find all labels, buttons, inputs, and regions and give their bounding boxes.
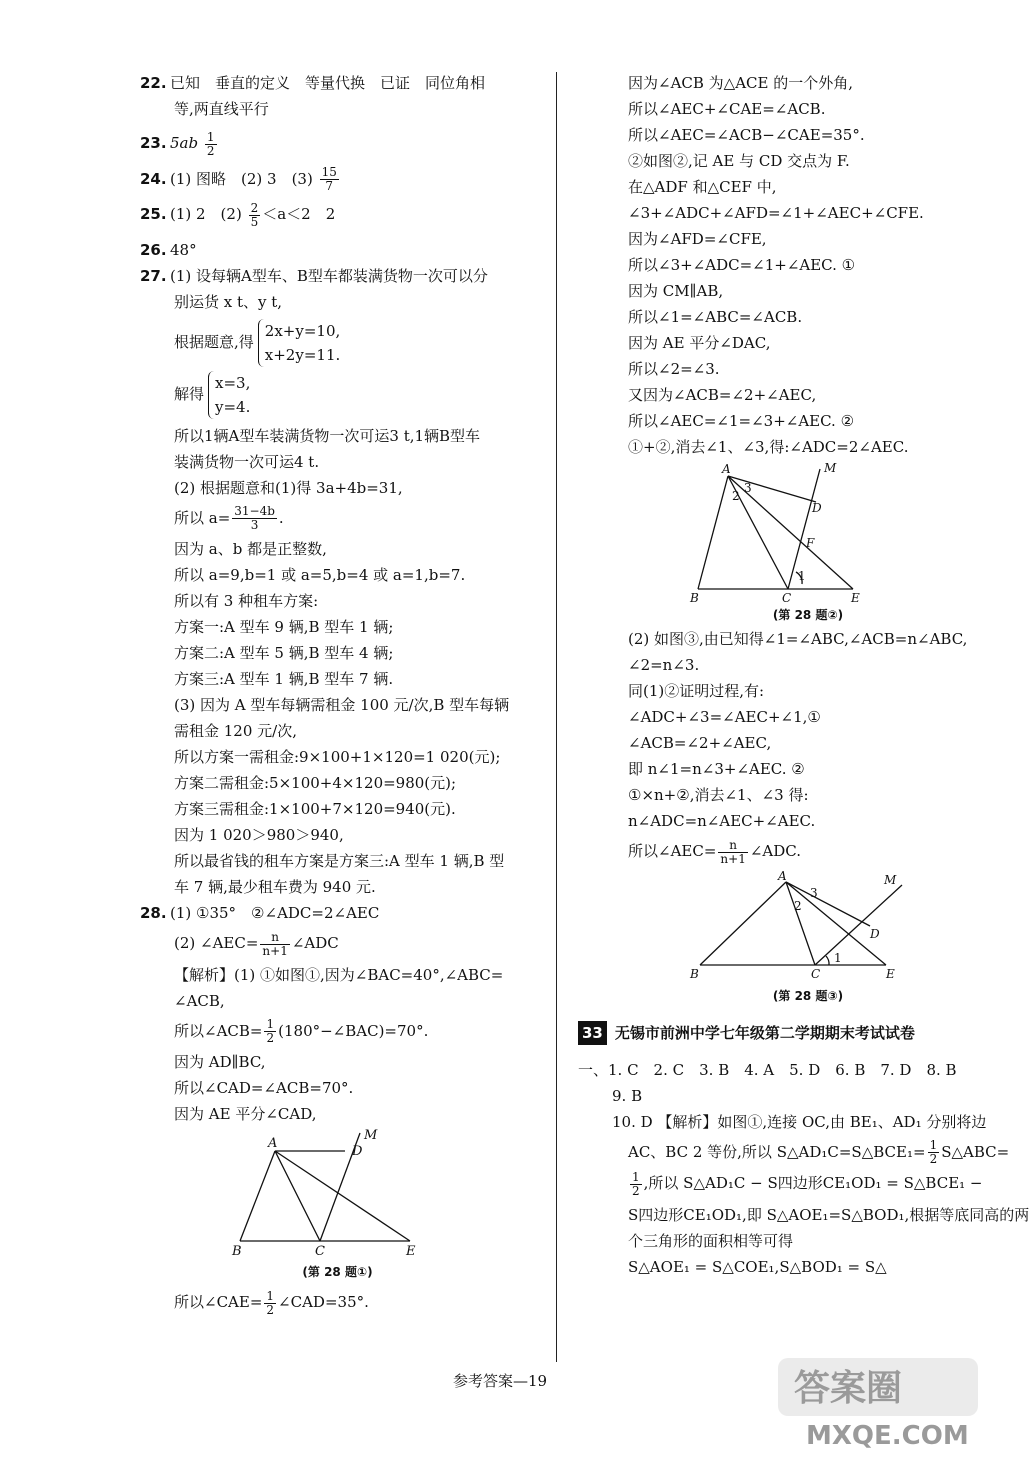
q28-p3: 所以∠ACB= $\frac{1}{2}$ (180°−∠BAC)=70°. [174,1017,429,1045]
q28-p4: 因为 AD∥BC, [174,1053,266,1071]
watermark-brand: 答案圈 [794,1368,903,1409]
proof-line: 在△ADF 和△CEF 中, [628,178,777,196]
figure-28-2-caption: (第 28 题②) [772,608,844,622]
q27-rest: 方案二需租金:5×100+4×120=980(元); [174,774,457,792]
angle-2: 2 [794,898,802,913]
proof-line: ∠3+∠ADC+∠AFD=∠1+∠AEC+∠CFE. [628,204,924,222]
left-column [140,70,535,1323]
proof-line: ①+②,消去∠1、∠3,得:∠ADC=2∠AEC. [628,438,909,456]
proof-line: 所以∠2=∠3. [628,360,720,378]
watermark-logo [776,1352,996,1456]
label-E: E [406,1244,416,1259]
q10-l6: S△AOE₁ = S△COE₁,S△BOD₁ = S△ [628,1257,887,1276]
proof-line: (2) 如图③,由已知得∠1=∠ABC,∠ACB=n∠ABC, [628,630,968,648]
q28-p2: ∠ACB, [174,991,225,1010]
proof-line: ①×n+②,消去∠1、∠3 得: [628,786,809,804]
proof-conclusion: 所以∠AEC= $\frac{n}{n+1}$ ∠ADC. [628,837,801,866]
label-M: M [364,1128,378,1143]
q27-rest: 方案二:A 型车 5 辆,B 型车 4 辆; [174,644,394,662]
label-C: C [811,966,821,981]
label-M: M [884,872,897,887]
label-E: E [886,966,895,981]
q27-rest: 方案三需租金:1×100+7×120=940(元). [174,800,456,818]
q27-rest: 所以最省钱的租车方案是方案三:A 型车 1 辆,B 型 [174,852,505,870]
label-B: B [232,1244,242,1259]
q27-rest: 方案三:A 型车 1 辆,B 型车 7 辆. [174,670,394,688]
label-A: A [268,1136,278,1151]
q10-l4: S四边形CE₁OD₁,即 S△AOE₁=S△BOD₁,根据等底同高的两 [628,1205,1029,1224]
q10-l2: AC、BC 2 等份,所以 S△AD₁C=S△BCE₁= $\frac{1}{2}$ S△ABC= [628,1138,1010,1166]
q28-p5: 所以∠CAD=∠ACB=70°. [174,1079,354,1097]
proof-line: 同(1)②证明过程,有: [628,682,765,700]
q28-p7: 所以∠CAE= $\frac{1}{2}$ ∠CAD=35°. [174,1288,369,1317]
q27-l2: 别运货 x t、y t, [174,292,283,311]
proof-line: 又因为∠ACB=∠2+∠AEC, [628,386,817,404]
column-divider [556,72,557,1362]
q27-l5: (2) 根据题意和(1)得 3a+4b=31, [174,478,403,497]
proof-line: 所以∠AEC+∠CAE=∠ACB. [628,100,826,118]
q23-frac: $\frac{1}{2}$ [206,129,215,158]
q22: 22. 已知 垂直的定义 等量代换 已证 同位角相 [140,74,486,92]
label-A: A [722,462,731,476]
proof-line: 因为 CM∥AB, [628,282,724,300]
q27-rest: (3) 因为 A 型车每辆需租金 100 元/次,B 型车每辆 [174,696,510,714]
q27-l3: 所以1辆A型车装满货物一次可运3 t,1辆B型车 [174,426,481,445]
q27-system2: 解得 x=3, y=4. [140,371,535,419]
proof-line: 因为∠ACB 为△ACE 的一个外角, [628,74,854,92]
mcq-answers-2: 9. B [612,1086,643,1105]
q10-l3: $\frac{1}{2}$ ,所以 S△AD₁C − S四边形CE₁OD₁ = S△BCE₁ − [632,1169,983,1198]
q27-rest: 需租金 120 元/次, [174,722,297,740]
q24-frac: $\frac{15}{7}$ [321,165,337,193]
label-D: D [812,501,822,515]
q28-a2: (2) ∠AEC= $\frac{n}{n+1}$ ∠ADC [174,929,339,958]
label-C: C [782,591,792,605]
q27-rest: 所以有 3 种租车方案: [174,592,319,610]
q28-p6: 因为 AE 平分∠CAD, [174,1105,317,1123]
proof-line: 所以∠AEC=∠ACB−∠CAE=35°. [628,126,865,144]
section-heading [578,1021,988,1045]
angle-1: 1 [834,950,842,965]
q27-rest: 所以 a=9,b=1 或 a=5,b=4 或 a=1,b=7. [174,566,466,584]
label-B: B [690,966,699,981]
watermark-url: MXQE.COM [806,1421,969,1451]
q27-l4: 装满货物一次可运4 t. [174,452,320,471]
proof-line: 所以∠3+∠ADC=∠1+∠AEC. ① [628,256,856,274]
figure-28-1-caption: (第 28 题①) [302,1265,373,1279]
angle-1: 1 [798,569,806,583]
proof-line: 因为 AE 平分∠DAC, [628,334,771,352]
q27-rest: 车 7 辆,最少租车费为 940 元. [174,878,376,896]
label-F: F [806,536,815,550]
label-C: C [315,1244,325,1259]
label-D: D [352,1144,363,1159]
proof-line: 即 n∠1=n∠3+∠AEC. ② [628,760,805,778]
page-footer: 参考答案—19 [452,1372,548,1390]
q25: 25. (1) 2 (2) $\frac{2}{5}$ ＜a＜2 2 [140,200,336,229]
figure-28-1 [220,1128,440,1261]
proof-line: ∠ACB=∠2+∠AEC, [628,734,772,752]
q24: 24. (1) 图略 (2) 3 (3) $\frac{15}{7}$ [140,165,337,193]
q23: 23. 5ab $\frac{1}{2}$ [140,129,215,158]
q27-rest: 因为 a、b 都是正整数, [174,540,327,558]
q22-line2: 等,两直线平行 [174,100,269,118]
mcq-answers: 一、1. C 2. C 3. B 4. A 5. D 6. B 7. D 8. B [578,1060,957,1079]
label-M: M [824,461,837,475]
q10-l5: 个三角形的面积相等可得 [628,1231,794,1250]
q10-l1: 10. D 【解析】如图①,连接 OC,由 BE₁、AD₁ 分别将边 [612,1112,987,1131]
angle-2: 2 [732,489,740,503]
q28: 28. (1) ①35° ②∠ADC=2∠AEC [140,904,380,922]
q28-p1: 【解析】(1) ①如图①,因为∠BAC=40°,∠ABC= [174,965,504,984]
q26: 26. 48° [140,240,197,259]
q27-rest: 方案一:A 型车 9 辆,B 型车 1 辆; [174,618,394,636]
figure-28-2 [688,461,888,605]
q27-rest: 所以方案一需租金:9×100+1×120=1 020(元); [174,748,501,766]
figure-28-3 [658,870,898,985]
proof-line: ∠ADC+∠3=∠AEC+∠1,① [628,708,821,726]
q27: 27. (1) 设每辆A型车、B型车都装满货物一次可以分 [140,266,488,285]
q27-l6: 所以 a= $\frac{31-4b}{3}$ . [174,504,284,532]
figure-28-3-caption: (第 28 题③) [772,988,844,1003]
proof-line: 因为∠AFD=∠CFE, [628,230,767,248]
section-title: 无锡市前洲中学七年级第二学期期末考试试卷 [614,1024,915,1042]
section-number-badge: 33 [578,1021,607,1045]
label-E: E [851,591,860,605]
q27-system1: 根据题意,得 2x+y=10, x+2y=11. [140,319,535,367]
q27-rest: 因为 1 020＞980＞940, [174,826,344,844]
label-D: D [870,926,880,941]
angle-3: 3 [744,481,752,495]
label-A: A [778,868,787,883]
q25-frac: $\frac{2}{5}$ [250,200,259,229]
proof-line: n∠ADC=n∠AEC+∠AEC. [628,812,816,830]
proof-line: ②如图②,记 AE 与 CD 交点为 F. [628,152,850,170]
proof-line: 所以∠1=∠ABC=∠ACB. [628,308,803,326]
angle-3: 3 [810,885,818,900]
proof-line: 所以∠AEC=∠1=∠3+∠AEC. ② [628,412,855,430]
proof-line: ∠2=n∠3. [628,656,700,674]
right-column [578,70,1029,1280]
label-B: B [690,591,699,605]
